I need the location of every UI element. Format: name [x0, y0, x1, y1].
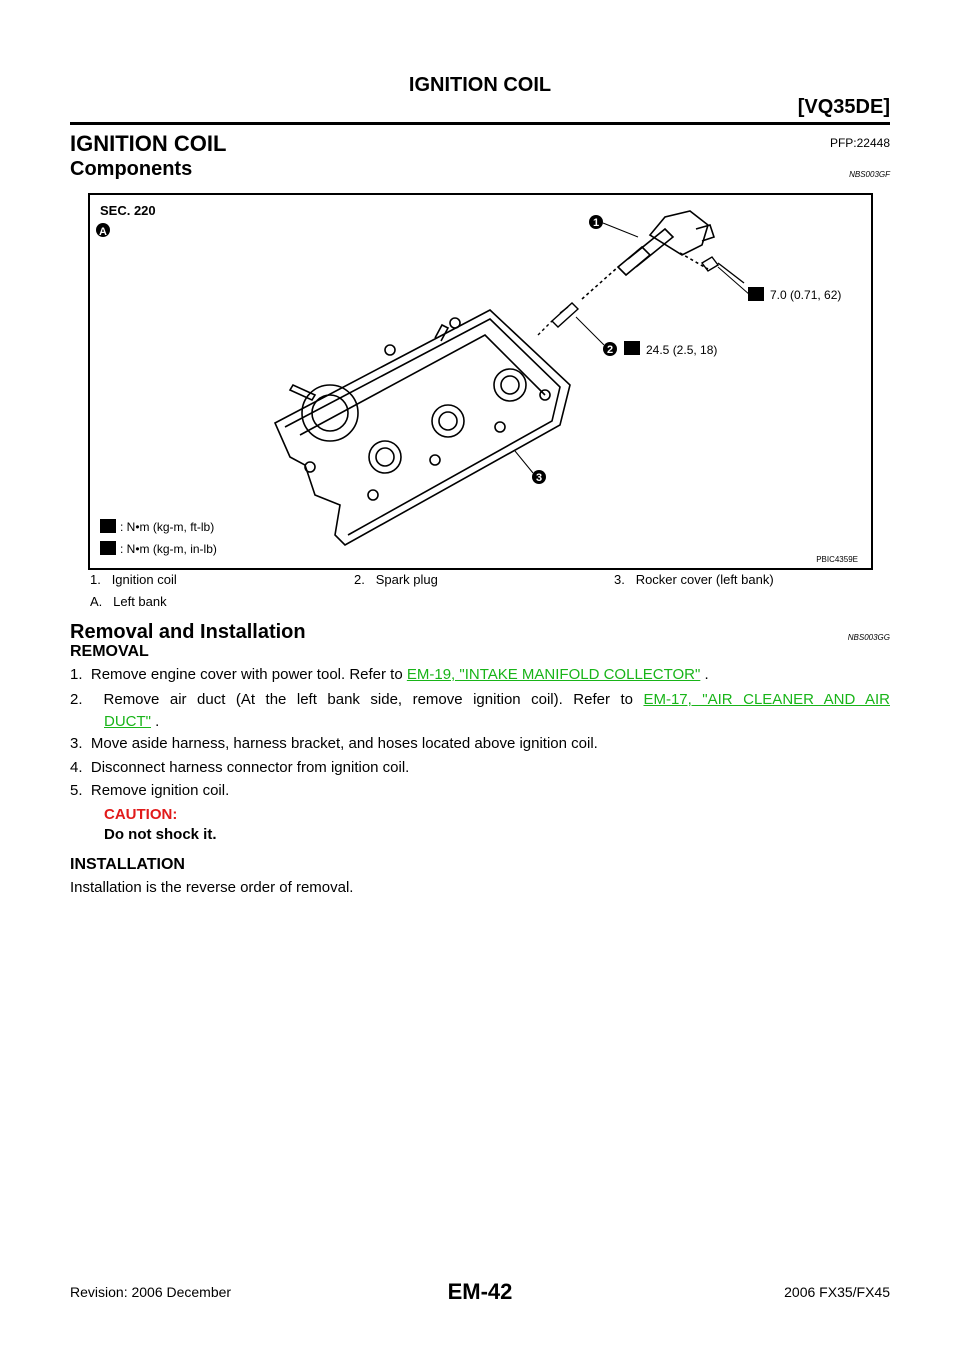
torque-wrench-icon-2	[624, 341, 640, 355]
exploded-view-drawing	[90, 195, 871, 568]
removal-step-3: 3. Move aside harness, harness bracket, and hoses located above ignition coil.	[70, 735, 598, 752]
torque-wrench-icon-1	[748, 287, 764, 301]
page-number: EM-42	[447, 1279, 513, 1304]
removal-step-1: 1. Remove engine cover with power tool. Refer to EM-19, "INTAKE MANIFOLD COLLECTOR" .	[70, 666, 709, 683]
torque-1-leader	[718, 267, 750, 295]
components-heading: Components	[70, 158, 193, 180]
torque-2-value: 24.5 (2.5, 18)	[646, 343, 718, 357]
spark-plug-drawing	[538, 303, 578, 335]
components-code: NBS003GF	[849, 170, 890, 179]
rocker-cover	[275, 310, 570, 545]
legend-ftlb-icon	[100, 519, 116, 533]
removal-step-4: 4. Disconnect harness connector from ignition coil.	[70, 759, 410, 776]
section-title: IGNITION COIL	[70, 131, 227, 156]
removal-installation-heading: Removal and Installation	[70, 621, 306, 643]
callout-1: 1	[592, 217, 600, 229]
callout-1-leader	[603, 223, 638, 237]
removal-step-2: 2. Remove air duct (At the left bank side, remove ignition coil). Refer to EM-17, "AIR CLEANER AND AIR	[70, 691, 890, 708]
legend-ftlb: : N•m (kg-m, ft-lb)	[120, 520, 215, 534]
removal-step-2-cont: DUCT" .	[104, 713, 160, 730]
callout-2-leader	[576, 317, 604, 345]
legend-inlb-icon	[100, 541, 116, 555]
header-rule	[70, 122, 890, 125]
legend-inlb: : N•m (kg-m, in-lb)	[120, 542, 217, 556]
removal-installation-code: NBS003GG	[847, 633, 890, 642]
pfp-code: PFP:22448	[829, 136, 890, 150]
callout-2: 2	[606, 344, 614, 356]
installation-heading: INSTALLATION	[70, 856, 185, 873]
components-figure	[88, 193, 873, 570]
callout-3: 3	[535, 472, 543, 484]
legend-item-a: A. Left bank	[90, 594, 167, 609]
link-em19-intake-manifold-collector[interactable]: EM-19, "INTAKE MANIFOLD COLLECTOR"	[406, 666, 701, 683]
legend-item-3: 3. Rocker cover (left bank)	[614, 572, 774, 587]
bolt-drawing	[702, 257, 744, 283]
callout-3-leader	[515, 451, 533, 473]
page-header-model: [VQ35DE]	[797, 96, 890, 118]
caution-text: Do not shock it.	[104, 826, 217, 843]
caution-label: CAUTION:	[104, 806, 178, 823]
removal-step-5: 5. Remove ignition coil.	[70, 782, 230, 799]
legend-item-2: 2. Spark plug	[354, 572, 438, 587]
torque-1-value: 7.0 (0.71, 62)	[770, 288, 842, 302]
legend-item-1: 1. Ignition coil	[90, 572, 177, 587]
sec-label: SEC. 220	[100, 203, 156, 218]
link-em17-air-duct-cont[interactable]: DUCT"	[104, 713, 151, 730]
link-em17-air-cleaner-and-air-duct[interactable]: EM-17, "AIR CLEANER AND AIR	[643, 691, 890, 708]
page-header-title: IGNITION COIL	[408, 74, 552, 96]
figure-id: PBIC4359E	[816, 555, 858, 564]
footer-revision: Revision: 2006 December	[70, 1284, 232, 1300]
footer-vehicle: 2006 FX35/FX45	[784, 1284, 890, 1300]
installation-text: Installation is the reverse order of removal.	[70, 879, 354, 896]
view-label-a: A	[99, 226, 107, 238]
removal-heading: REMOVAL	[70, 643, 149, 660]
